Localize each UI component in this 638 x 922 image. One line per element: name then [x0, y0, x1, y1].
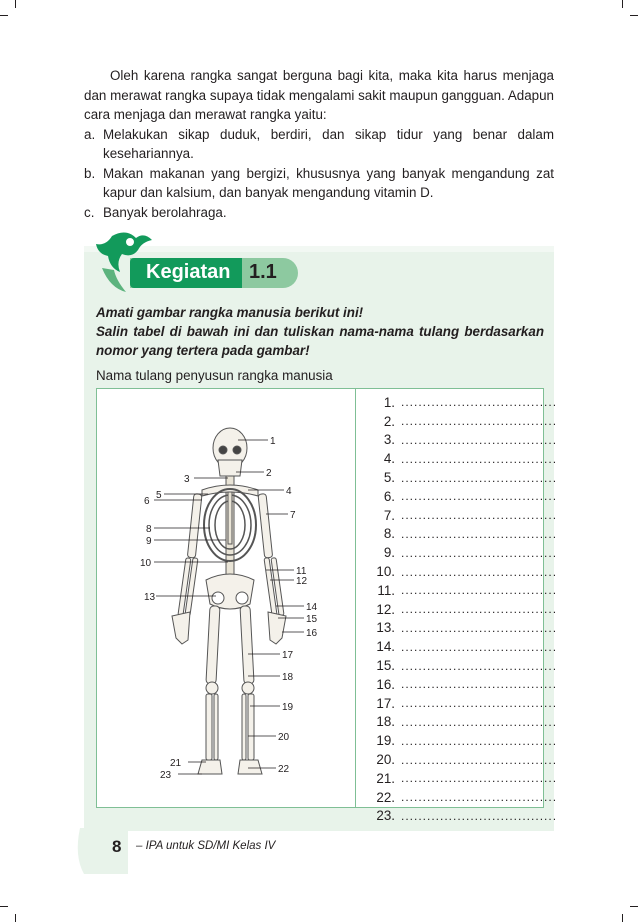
answer-number: 16.	[376, 676, 395, 692]
figure-label: 4	[286, 486, 292, 497]
list-text: Makan makanan yang bergizi, khususnya yang banyak mengandung zat kapur dan kalsium, dan banyak mengandung vitamin D.	[103, 165, 554, 200]
answer-blank: ....................................	[401, 470, 558, 485]
figure-label: 10	[140, 558, 152, 569]
answer-blank: ....................................	[401, 790, 558, 805]
list-text: Melakukan sikap duduk, berdiri, dan sikap tidur yang benar dalam kesehariannya.	[103, 126, 554, 161]
figure-label: 7	[290, 510, 296, 521]
list-text: Banyak berolahraga.	[103, 204, 227, 220]
answer-number: 15.	[376, 658, 395, 674]
answer-blank: ....................................	[401, 620, 558, 635]
list-marker: a.	[84, 126, 96, 142]
figure-label: 14	[306, 602, 318, 613]
figure-label: 18	[282, 672, 294, 683]
list-marker: b.	[84, 165, 96, 181]
answer-blank: ....................................	[401, 489, 558, 504]
answer-row	[357, 600, 558, 619]
answer-blank: ....................................	[401, 714, 558, 729]
figure-label: 8	[146, 524, 152, 535]
answer-row	[357, 506, 558, 525]
figure-label: 16	[306, 628, 318, 639]
answer-blank: ....................................	[401, 602, 558, 617]
answer-number: 12.	[376, 601, 395, 617]
answer-row	[357, 431, 558, 450]
activity-number: 1.1	[249, 261, 277, 283]
answer-number: 7.	[383, 507, 395, 523]
answer-row	[357, 675, 558, 694]
crop-mark	[622, 0, 623, 8]
answer-row	[357, 694, 558, 713]
figure-label: 2	[266, 468, 272, 479]
answer-row	[357, 656, 558, 675]
answer-number: 1.	[383, 394, 395, 410]
answer-blank: ....................................	[401, 432, 558, 447]
figure-label: 6	[144, 496, 150, 507]
crop-mark	[630, 906, 638, 907]
figure-label: 20	[278, 732, 290, 743]
answer-row	[357, 769, 558, 788]
answer-blank: ....................................	[401, 414, 558, 429]
answer-blank: ....................................	[401, 677, 558, 692]
answer-row	[357, 487, 558, 506]
answer-blank: ....................................	[401, 508, 558, 523]
answer-row	[357, 750, 558, 769]
figure-label: 5	[156, 490, 162, 501]
answer-row	[357, 637, 558, 656]
answer-number: 4.	[383, 451, 395, 467]
answer-number: 13.	[376, 620, 395, 636]
crop-mark	[15, 914, 16, 922]
list-marker: c.	[84, 204, 95, 220]
list-item	[84, 164, 554, 203]
answer-blank: ....................................	[401, 564, 558, 579]
answer-row	[357, 731, 558, 750]
answer-blank: ....................................	[401, 771, 558, 786]
answer-blank: ....................................	[401, 583, 558, 598]
answer-row	[357, 543, 558, 562]
answer-row	[357, 525, 558, 544]
figure-label: 9	[146, 536, 152, 547]
answer-number: 3.	[383, 432, 395, 448]
crop-mark	[0, 906, 8, 907]
answer-number: 17.	[376, 695, 395, 711]
intro-paragraph: Oleh karena rangka sangat berguna bagi kita, maka kita harus menjaga dan merawat rangka supaya tidak mengalami sakit maupun gangguan. Adapun cara menjaga dan merawat rangka yaitu:	[84, 68, 554, 122]
intro-section	[84, 66, 554, 222]
answer-number: 8.	[383, 526, 395, 542]
answer-number: 11.	[377, 582, 395, 598]
activity-instructions	[96, 303, 544, 360]
answer-blank: ....................................	[401, 658, 558, 673]
figure-label: 12	[296, 576, 308, 587]
answer-blank: ....................................	[401, 808, 558, 823]
list-item	[84, 203, 554, 223]
crop-mark	[15, 0, 16, 8]
answer-number: 23.	[376, 808, 395, 824]
answer-row	[357, 788, 558, 807]
answer-row	[357, 713, 558, 732]
instruction-line: Amati gambar rangka manusia berikut ini!	[96, 305, 364, 320]
figure-label: 21	[170, 758, 182, 769]
answer-number: 10.	[376, 564, 395, 580]
figure-label: 11	[296, 566, 307, 577]
list-item	[84, 125, 554, 164]
figure-label: 17	[282, 650, 294, 661]
figure-label: 22	[278, 764, 290, 775]
answer-row	[357, 449, 558, 468]
crop-mark	[0, 15, 8, 16]
answer-blank: ....................................	[401, 395, 558, 410]
answer-number: 14.	[376, 639, 395, 655]
activity-title: Kegiatan	[146, 261, 231, 283]
figure-label: 13	[144, 592, 156, 603]
answer-blank: ....................................	[401, 733, 558, 748]
figure-label: 19	[282, 702, 294, 713]
answer-blank: ....................................	[401, 451, 558, 466]
figure-label: 23	[160, 770, 172, 781]
answer-row	[357, 562, 558, 581]
answer-blank: ....................................	[401, 696, 558, 711]
answer-row	[357, 468, 558, 487]
figure-label: 15	[306, 614, 318, 625]
figure-label: 3	[184, 474, 190, 485]
answer-row	[357, 393, 558, 412]
answer-number: 6.	[383, 488, 395, 504]
answer-list	[357, 393, 558, 825]
answer-number: 9.	[383, 545, 395, 561]
crop-mark	[622, 914, 623, 922]
answer-number: 5.	[383, 470, 395, 486]
answer-number: 19.	[376, 733, 395, 749]
answer-row	[357, 581, 558, 600]
footer-text: – IPA untuk SD/MI Kelas IV	[136, 840, 276, 852]
answer-blank: ....................................	[401, 545, 558, 560]
answer-row	[357, 412, 558, 431]
answer-row	[357, 619, 558, 638]
answer-number: 21.	[376, 770, 395, 786]
table-divider	[355, 388, 356, 807]
crop-mark	[630, 15, 638, 16]
answer-blank: ....................................	[401, 752, 558, 767]
skeleton-figure	[98, 390, 354, 806]
table-title: Nama tulang penyusun rangka manusia	[96, 368, 333, 383]
answer-row	[357, 807, 558, 826]
answer-blank: ....................................	[401, 526, 558, 541]
page-number: 8	[112, 837, 122, 856]
answer-blank: ....................................	[401, 639, 558, 654]
instruction-line: Salin tabel di bawah ini dan tuliskan nama-nama tulang berdasarkan nomor yang tertera pada gambar!	[96, 324, 544, 358]
figure-label: 1	[270, 436, 276, 447]
answer-number: 18.	[376, 714, 395, 730]
answer-number: 20.	[376, 752, 395, 768]
answer-number: 2.	[383, 413, 395, 429]
answer-number: 22.	[376, 789, 395, 805]
